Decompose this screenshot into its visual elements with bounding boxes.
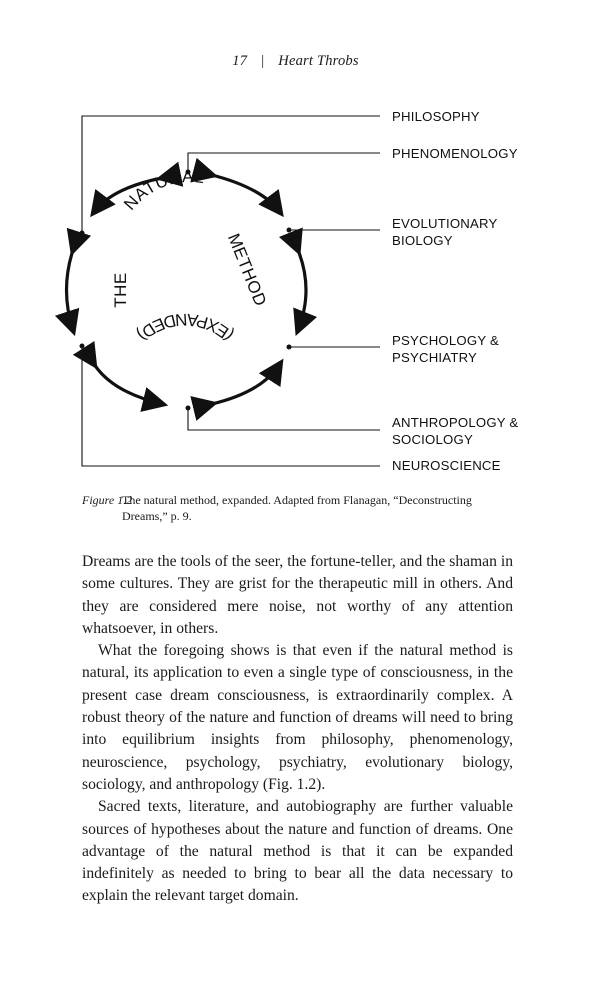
running-head-title: Heart Throbs bbox=[278, 53, 359, 69]
paragraph-3: Sacred texts, literature, and autobiography are further valuable sources of hypotheses about the nature and function of dreams. One advantage of the natural method is that it can be expanded indefinitely as needed to bring to bear all the data necessary to explain the relevant target domain. bbox=[82, 798, 513, 905]
circle-text-method: METHOD bbox=[223, 230, 271, 310]
label-evolutionary-1: EVOLUTIONARY bbox=[392, 216, 498, 231]
circle-text-natural: NATURAL bbox=[120, 166, 206, 214]
arrow-bottom-right bbox=[212, 364, 280, 404]
figure-caption-text: The natural method, expanded. Adapted from Flanagan, “Deconstructing Dreams,” p. 9. bbox=[122, 493, 472, 523]
philosophy-line bbox=[82, 116, 380, 234]
label-phenomenology: PHENOMENOLOGY bbox=[392, 146, 518, 161]
body-text bbox=[82, 551, 513, 908]
paragraph-1: Dreams are the tools of the seer, the fortune-teller, and the shaman in some cultures. They are grist for the therapeutic mill in others. And they are considered mere noise, not worthy of any attention whatsoever, in others. bbox=[82, 553, 513, 637]
label-psychology-2: PSYCHIATRY bbox=[392, 350, 478, 365]
natural-method-diagram bbox=[0, 0, 591, 490]
arrow-right bbox=[298, 250, 306, 330]
label-psychology-1: PSYCHOLOGY & bbox=[392, 333, 499, 348]
phenomenology-line bbox=[188, 153, 380, 170]
paragraph-2: What the foregoing shows is that even if the natural method is natural, its application to even a single type of consciousness, in the present case dream consciousness, is extraordinarily complex. A robust theory of the nature and function of dreams will need to bring into equilibrium insights from philosophy, phenomenology, neuroscience, psychology, psychiatry, evolutionary biology, sociology, and anthropology (Fig. 1.2). bbox=[82, 642, 513, 793]
node-lower-right bbox=[287, 345, 292, 350]
arrow-left bbox=[67, 250, 74, 330]
label-anthropology-1: ANTHROPOLOGY & bbox=[392, 415, 519, 430]
page-number: 17 bbox=[232, 53, 248, 69]
figure-label: Figure 1.2 bbox=[82, 493, 133, 507]
neuroscience-line bbox=[82, 346, 380, 466]
figure-caption bbox=[82, 492, 512, 524]
circle-text-the: THE bbox=[111, 272, 130, 308]
arrow-top-right bbox=[212, 175, 280, 212]
cycle-arrows bbox=[67, 175, 307, 404]
label-anthropology-2: SOCIOLOGY bbox=[392, 432, 473, 447]
label-philosophy: PHILOSOPHY bbox=[392, 109, 480, 124]
label-evolutionary-2: BIOLOGY bbox=[392, 233, 453, 248]
node-upper-right bbox=[287, 228, 292, 233]
anthropology-line bbox=[188, 410, 380, 430]
node-lower-left bbox=[80, 344, 85, 349]
circle-text-expanded: (EXPANDED) bbox=[132, 309, 238, 345]
node-bottom bbox=[186, 406, 191, 411]
node-upper-left bbox=[80, 231, 85, 236]
arrow-bottom-left bbox=[94, 364, 162, 404]
label-neuroscience: NEUROSCIENCE bbox=[392, 458, 501, 473]
running-head-separator: | bbox=[261, 53, 265, 69]
